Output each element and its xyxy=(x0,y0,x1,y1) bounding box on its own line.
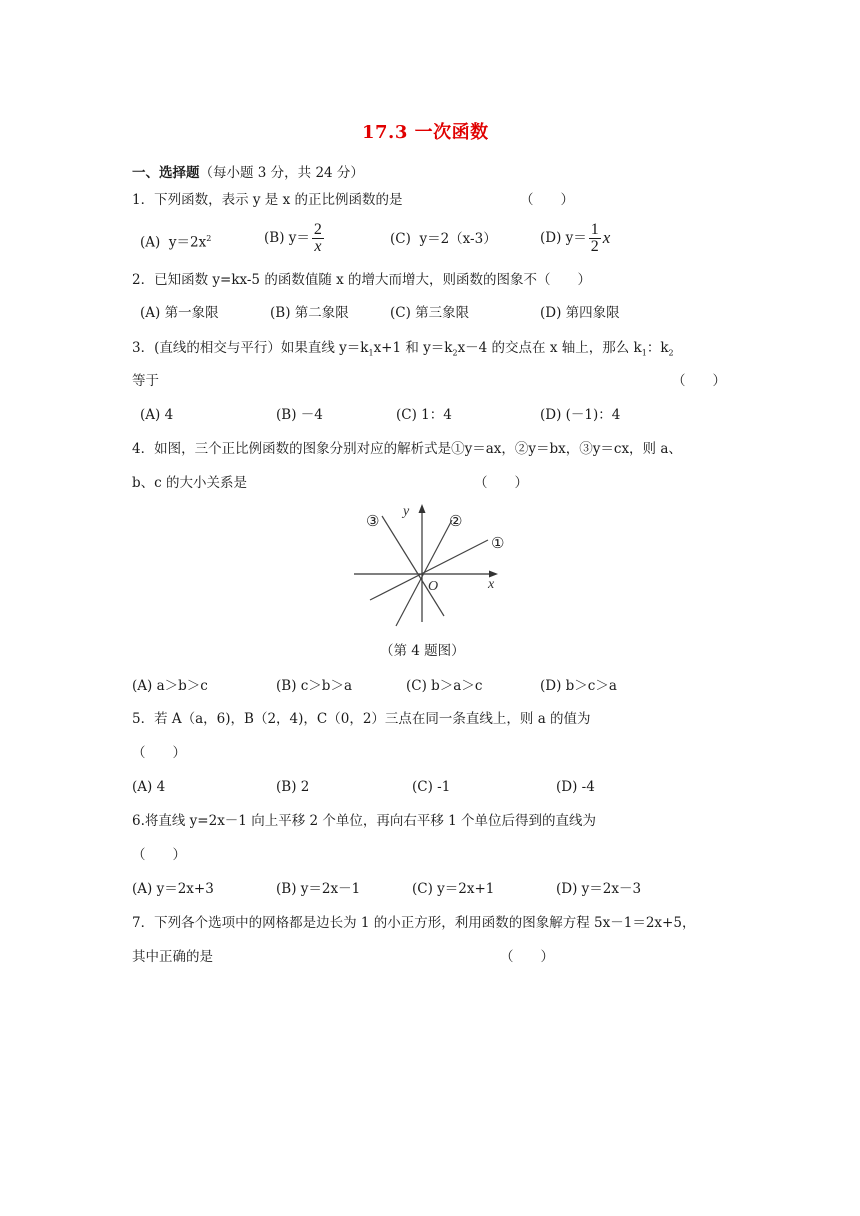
q3-stem xyxy=(132,339,674,363)
q1-option-d-var: x xyxy=(602,228,611,247)
q6-option-a: (A) y＝2x+3 xyxy=(132,881,214,897)
q4-y-arrow-icon xyxy=(419,504,426,513)
q1-option-c-text: y＝2（x-3） xyxy=(419,231,497,247)
q6-option-b: (B) y＝2x－1 xyxy=(276,881,361,897)
q5-option-a: (A) 4 xyxy=(132,779,166,795)
q1-option-d-numerator: 1 xyxy=(590,220,599,238)
q4-caption: （第 4 题图） xyxy=(380,643,465,659)
section-label: 一、选择题 xyxy=(132,165,200,181)
q1-option-b-pre: y＝ xyxy=(288,230,310,246)
q7-bracket: （ ） xyxy=(500,949,554,965)
q4-line-3 xyxy=(382,516,444,616)
q5-option-d: (D) -4 xyxy=(556,779,595,795)
q2-option-b: (B) 第二象限 xyxy=(270,305,349,321)
q3-stem-mid1: x+1 和 y＝k xyxy=(373,340,453,356)
q3-stem-line2: 等于 xyxy=(132,373,159,389)
q2-option-a: (A) 第一象限 xyxy=(140,305,219,321)
q4-option-c: (C) b＞a＞c xyxy=(406,678,483,694)
q5-option-b: (B) 2 xyxy=(276,779,310,795)
q4-label-3: ③ xyxy=(366,514,380,530)
q1-option-d-denominator: 2 xyxy=(590,237,599,255)
q5-option-c: (C) -1 xyxy=(412,779,451,795)
q6-stem: 6.将直线 y=2x－1 向上平移 2 个单位，再向右平移 1 个单位后得到的直线为 xyxy=(132,813,597,829)
q1-option-b-denominator: x xyxy=(314,237,322,255)
q4-bracket: （ ） xyxy=(474,475,528,491)
q1-stem: 1．下列函数，表示 y 是 x 的正比例函数的是 xyxy=(132,192,403,208)
q4-origin-label: O xyxy=(428,579,439,594)
q4-y-label: y xyxy=(403,504,410,519)
q1-option-d-fraction xyxy=(589,222,601,255)
section-header xyxy=(132,161,364,181)
q1-option-c-label: (C) xyxy=(390,231,411,247)
q1-option-b xyxy=(264,220,326,256)
q5-stem: 5．若 A（a，6)，B（2，4)，C（0，2）三点在同一条直线上，则 a 的值为 xyxy=(132,711,591,727)
q7-stem-line2: 其中正确的是 xyxy=(132,949,213,965)
q1-option-a xyxy=(140,230,211,252)
q1-option-d-pre: y＝ xyxy=(565,230,587,246)
q6-bracket: （ ） xyxy=(132,847,186,863)
q3-sub-1: 1 xyxy=(368,348,374,358)
q1-bracket: （ ） xyxy=(520,192,574,208)
page-title: 17.3 一次函数 xyxy=(362,122,489,143)
q6-option-d: (D) y＝2x－3 xyxy=(556,881,642,897)
q3-sub-4: 2 xyxy=(668,348,674,358)
q3-sub-3: 1 xyxy=(641,348,647,358)
q4-option-b: (B) c＞b＞a xyxy=(276,678,352,694)
q4-x-label: x xyxy=(488,577,495,592)
q3-bracket: （ ） xyxy=(672,373,726,389)
q1-option-d-label: (D) xyxy=(540,230,562,246)
q6-option-c: (C) y＝2x+1 xyxy=(412,881,495,897)
q3-sub-2: 2 xyxy=(452,348,458,358)
q1-option-b-numerator: 2 xyxy=(313,220,322,238)
q1-option-a-sup: 2 xyxy=(206,234,212,243)
q1-option-a-label: (A) xyxy=(140,234,161,251)
q1-option-b-label: (B) xyxy=(264,230,285,246)
q3-stem-mid2: x－4 的交点在 x 轴上，那么 k xyxy=(457,340,642,356)
q4-option-d: (D) b＞c＞a xyxy=(540,678,617,694)
q4-label-1: ① xyxy=(491,536,505,552)
q3-option-c: (C) 1：4 xyxy=(396,407,452,423)
q2-option-c: (C) 第三象限 xyxy=(390,305,470,321)
q1-option-d xyxy=(540,220,610,256)
q4-stem-line1: 4．如图，三个正比例函数的图象分别对应的解析式是①y＝ax，②y＝bx，③y＝cx，则 a、 xyxy=(132,441,682,457)
q4-line-2 xyxy=(396,520,452,626)
q4-figure xyxy=(348,498,514,628)
q4-label-2: ② xyxy=(449,514,463,530)
q4-option-a: (A) a＞b＞c xyxy=(132,678,208,694)
q7-stem-line1: 7．下列各个选项中的网格都是边长为 1 的小正方形，利用函数的图象解方程 5x－1＝2x+5， xyxy=(132,915,696,931)
q1-option-c xyxy=(390,230,497,248)
q3-stem-pre: 3．(直线的相交与平行）如果直线 y＝k xyxy=(132,340,369,356)
q3-option-d: (D) (－1)：4 xyxy=(540,407,621,423)
q5-bracket: （ ） xyxy=(132,745,186,761)
q1-option-b-fraction xyxy=(312,222,324,255)
q3-stem-mid3: ：k xyxy=(646,340,669,356)
q3-option-a: (A) 4 xyxy=(140,407,174,423)
section-note: （每小题 3 分，共 24 分） xyxy=(199,165,364,181)
q1-option-a-text: y＝2x xyxy=(168,234,207,251)
q2-stem: 2．已知函数 y=kx-5 的函数值随 x 的增大而增大，则函数的图象不（ ） xyxy=(132,272,592,288)
q2-option-d: (D) 第四象限 xyxy=(540,305,620,321)
q3-option-b: (B) －4 xyxy=(276,407,323,423)
q4-stem-line2: b、c 的大小关系是 xyxy=(132,475,247,491)
